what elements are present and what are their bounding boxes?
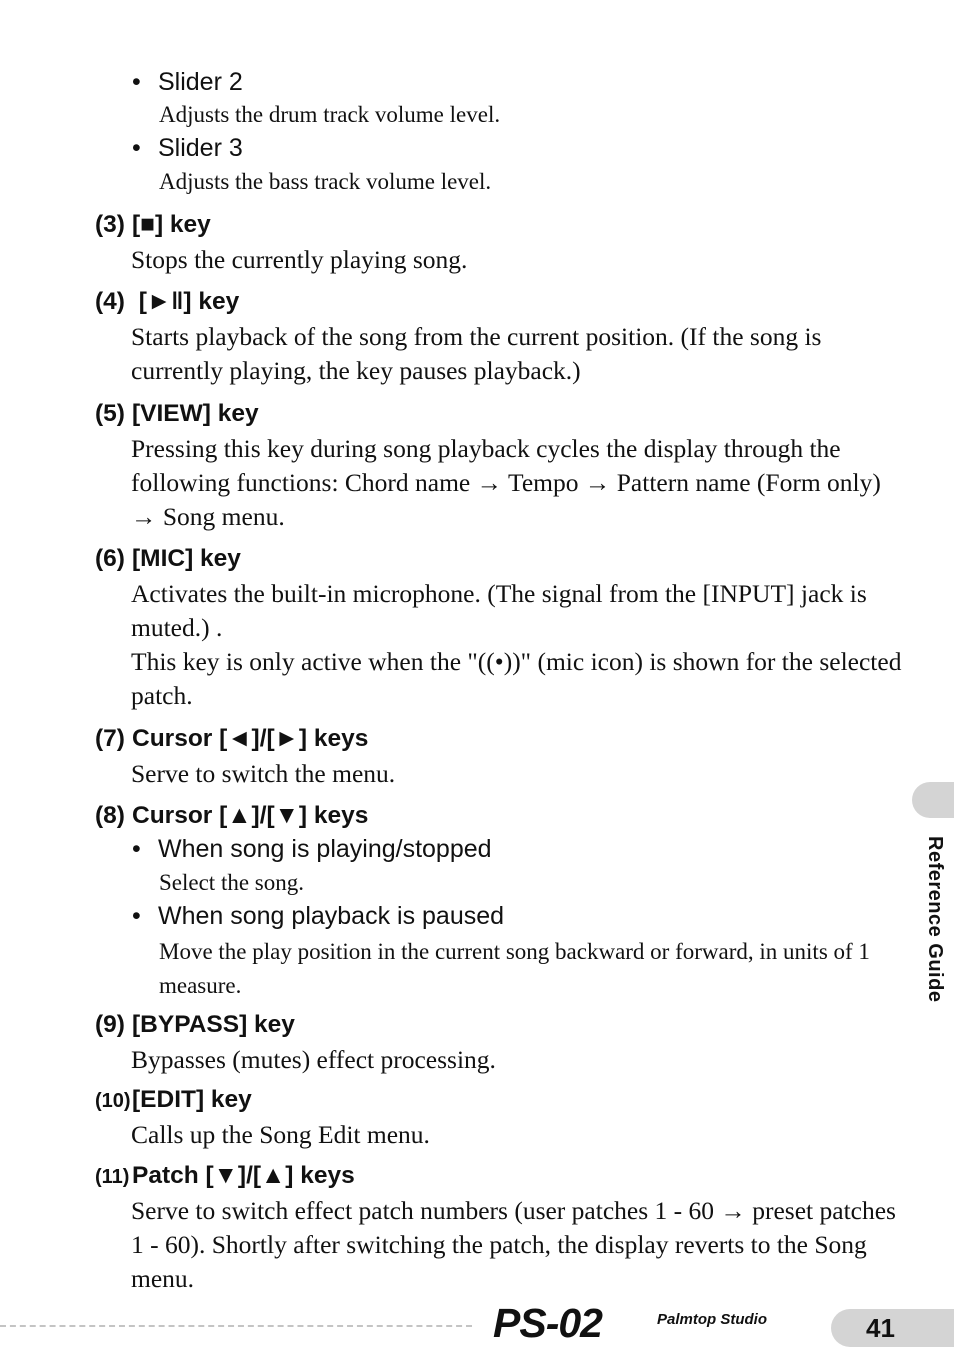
item-number: (11) — [95, 1166, 130, 1188]
bullet-playing-stopped — [132, 835, 492, 864]
playback-paused-description: Move the play position in the current song backward or forward, in units of 1 measure. — [159, 939, 870, 998]
item-number: (8) — [95, 802, 125, 829]
bullet-slider-3 — [132, 134, 243, 163]
bullet-slider-2 — [132, 68, 243, 97]
heading-play-pause-key — [95, 288, 239, 316]
item-number: (4) — [95, 288, 125, 315]
heading-title: [EDIT] key — [132, 1086, 252, 1113]
side-tab-marker — [912, 782, 954, 818]
heading-bypass-key — [95, 1011, 295, 1039]
heading-stop-key — [95, 211, 211, 239]
stop-key-description: Stops the currently playing song. — [131, 245, 468, 274]
heading-title: [BYPASS] key — [132, 1011, 295, 1038]
heading-title: [■] key — [132, 211, 211, 238]
bullet-dot: • — [132, 68, 141, 96]
bullet-label: When song playback is paused — [158, 902, 505, 930]
item-number: (9) — [95, 1011, 125, 1038]
heading-cursor-left-right-keys — [95, 725, 368, 753]
page-number: 41 — [866, 1313, 895, 1343]
edit-key-description: Calls up the Song Edit menu. — [131, 1120, 430, 1149]
item-number: (6) — [95, 545, 125, 572]
heading-title: [MIC] key — [132, 545, 241, 572]
slider-2-description: Adjusts the drum track volume level. — [159, 102, 501, 127]
heading-edit-key — [95, 1086, 252, 1114]
side-tab-label: Reference Guide — [924, 836, 946, 1003]
play-pause-key-description: Starts playback of the song from the current position. (If the song is currently playing, the key pauses playback.) — [131, 322, 822, 385]
patch-keys-description: Serve to switch effect patch numbers (user patches 1 - 60 → preset patches 1 - 60). Shortly after switching the patch, the display reverts to the Song menu. — [131, 1196, 896, 1293]
heading-title: Cursor [▲]/[▼] keys — [132, 802, 369, 829]
mic-key-note: This key is only active when the "((•))" (mic icon) is shown for the selected patch. — [131, 647, 902, 710]
product-logo: PS-02 — [493, 1300, 602, 1346]
playing-stopped-description: Select the song. — [159, 870, 304, 895]
heading-title: Patch [▼]/[▲] keys — [132, 1162, 355, 1189]
heading-title: Cursor [◄]/[►] keys — [132, 725, 369, 752]
bullet-label: When song is playing/stopped — [158, 835, 492, 863]
mic-key-description: Activates the built-in microphone. (The signal from the [INPUT] jack is muted.) . — [131, 579, 867, 642]
product-logo-subtitle: Palmtop Studio — [657, 1311, 767, 1328]
bypass-key-description: Bypasses (mutes) effect processing. — [131, 1045, 496, 1074]
item-number: (5) — [95, 400, 125, 427]
bullet-label: Slider 2 — [158, 68, 243, 96]
view-key-description: Pressing this key during song playback cycles the display through the following functions: Chord name → Tempo → Pattern name (Form only) → Song menu. — [131, 434, 881, 531]
bullet-label: Slider 3 — [158, 134, 243, 162]
bullet-dot: • — [132, 134, 141, 162]
item-number: (10) — [95, 1090, 131, 1112]
heading-title: [►‖] key — [132, 288, 240, 315]
heading-title: [VIEW] key — [132, 400, 259, 427]
item-number: (7) — [95, 725, 125, 752]
slider-3-description: Adjusts the bass track volume level. — [159, 169, 492, 194]
footer-dashed-rule — [0, 1325, 472, 1327]
bullet-dot: • — [132, 902, 141, 930]
heading-patch-keys — [95, 1162, 355, 1190]
cursor-left-right-description: Serve to switch the menu. — [131, 759, 396, 788]
item-number: (3) — [95, 211, 125, 238]
bullet-playback-paused — [132, 902, 504, 931]
heading-view-key — [95, 400, 259, 428]
heading-cursor-up-down-keys — [95, 802, 368, 830]
bullet-dot: • — [132, 835, 141, 863]
heading-mic-key — [95, 545, 241, 573]
